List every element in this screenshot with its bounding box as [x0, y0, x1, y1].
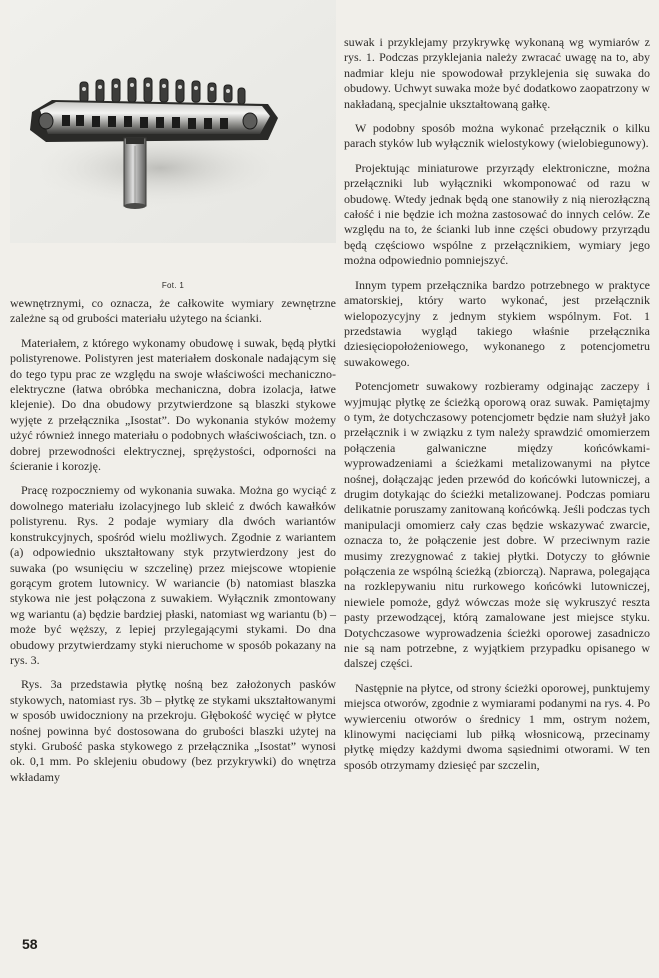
right-paragraph-4: Innym typem przełącznika bardzo potrzebnego w praktyce amatorskiej, który warto wykonać, jest przełącznik wielopozycyjny z jednym stykiem wspólnym. Fot. 1 przedstawia wygląd takiego właśnie przełącznika dziesięciopołożeniowego, wykonanego z potencjometru suwakowego. [344, 277, 650, 369]
right-paragraph-5: Potencjometr suwakowy rozbieramy odginając zaczepy i wyjmując płytkę ze ścieżką oporową oraz suwak. Pamiętajmy o tym, że dotychczasowy potencjometr będzie nam służył jako przełącznik i w związku z tym należy sprawdzić omomierzem połączenia galwaniczne między końcówkami-wyprowadzeniami a ścieżkami metalizowanymi na płytce nośnej, dołączając jeden przewód do końcówki lutowniczej, a drugim dotykając do ścieżki metalizowanej. Podczas pomiaru delikatnie poruszamy zanitowaną końcówką. Jeśli podczas tych manipulacji omomierz cały czas będzie wskazywać zwarcie, oznacza to, że połączenie jest dobre. W przeciwnym razie musimy zrezygnować z takiej płytki. Dotyczy to głównie połączenia ze wspólną ścieżką (zbiorczą). Naprawa, polegająca na rozklepywaniu nitu rurkowego końcówki lutowniczej, niewiele pomoże, gdyż wówczas może się wykruszyć reszta pasty przewodzącej, którą zamalowane jest miejsce styku. Dotychczasowe wyprowadzenia ścieżki oporowej zasadniczo nie są nam potrzebne, z wyjątkiem przypadku opisanego w dalszej części. [344, 379, 650, 671]
page-number: 58 [22, 936, 38, 952]
left-paragraph-2: Materiałem, z którego wykonamy obudowę i suwak, będą płytki polistyrenowe. Polistyren jest materiałem doskonale nadającym się do tego typu prac ze względu na swoje właściwości mechaniczno-elektryczne (łatwa obróbka mechaniczna, dobra izolacja, łatwe klejenie). Do dna obudowy przytwierdzone są blaszki stykowe wyjęte z przełącznika „Isostat”. Do wykonania styków możemy użyć również innego materiału o podobnych właściwościach, tzn. o dobrej przewodności elektrycznej, sprężystości, odporności na ścieranie i korozję. [10, 335, 336, 474]
right-paragraph-1: suwak i przyklejamy przykrywkę wykonaną wg wymiarów z rys. 1. Podczas przyklejania należy zwracać uwagę na to, aby nadmiar kleju nie spowodował przyklejenia się suwaka do obudowy. Uchwyt suwaka może być dodatkowo zaopatrzony w nakładaną, specjalnie ukształtowaną gałkę. [344, 35, 650, 111]
left-paragraph-3: Pracę rozpoczniemy od wykonania suwaka. Można go wyciąć z dowolnego materiału izolacyjnego lub skleić z dwóch kawałków polistyrenu. Rys. 2 podaje wymiary dla dwóch wariantów konstrukcyjnych, spośród wielu możliwych. Zgodnie z wariantem (a) odpowiednio ukształtowany styk przytwierdzony jest do suwaka (po wsunięciu w szczelinę) przez miejscowe wtopienie gorącym grotem lutownicy. W wariancie (b) natomiast blaszka stykowa nie jest połączona z suwakiem. Wyłącznik zmontowany wg wariantu (a) będzie bardziej płaski, natomiast wg wariantu (b) – może być węższy, z lepiej przylegającymi stykami. Do dna obudowy przytwierdzamy styki nieruchome w sposób pokazany na rys. 3. [10, 483, 336, 667]
left-column [10, 0, 336, 978]
switch-photo-image [10, 0, 336, 243]
photo-switch [10, 0, 336, 243]
right-column [344, 35, 650, 782]
left-paragraph-4: Rys. 3a przedstawia płytkę nośną bez założonych pasków stykowych, natomiast rys. 3b – płytkę ze stykami ukształtowanymi w sposób uwidoczniony na przekroju. Głębokość wycięć w płytce nośnej powinna być dostosowana do grubości blaszki użytej na styki. Grubość paska stykowego z przełącznika „Isostat” wynosi ok. 0,1 mm. Po sklejeniu obudowy (bez przykrywki) do wnętrza wkładamy [10, 677, 336, 784]
right-paragraph-2: W podobny sposób można wykonać przełącznik o kilku parach styków lub wyłącznik wielostykowy (wielobiegunowy). [344, 121, 650, 151]
right-paragraph-3: Projektując miniaturowe przyrządy elektroniczne, można przełączniki lub wyłączniki wkomponować od razu w obudowę. Wtedy jednak będą one stanowiły z nią nierozłączną całość i nie będzie ich można zastosować do innych celów. Ze względu na to, że ścianki lub inne części obudowy przyrządu będą częściowo wspólne z przełącznikiem, wymiary jego można odpowiednio pomniejszyć. [344, 160, 650, 268]
figure-caption: Fot. 1 [161, 281, 185, 290]
right-paragraph-6: Następnie na płytce, od strony ścieżki oporowej, punktujemy miejsca otworów, zgodnie z wymiarami podanymi na rys. 4. Po wywierceniu otworów o średnicy 1 mm, ostrym nożem, klinowymi nacięciami lub piłką włosnicową, przecinamy płytkę między każdymi dwoma sąsiednimi otworami. W ten sposób otrzymamy dziesięć par szczelin, [344, 680, 650, 772]
left-paragraph-1: wewnętrznymi, co oznacza, że całkowite wymiary zewnętrzne zależne są od grubości materiału użytego na ścianki. [10, 296, 336, 326]
